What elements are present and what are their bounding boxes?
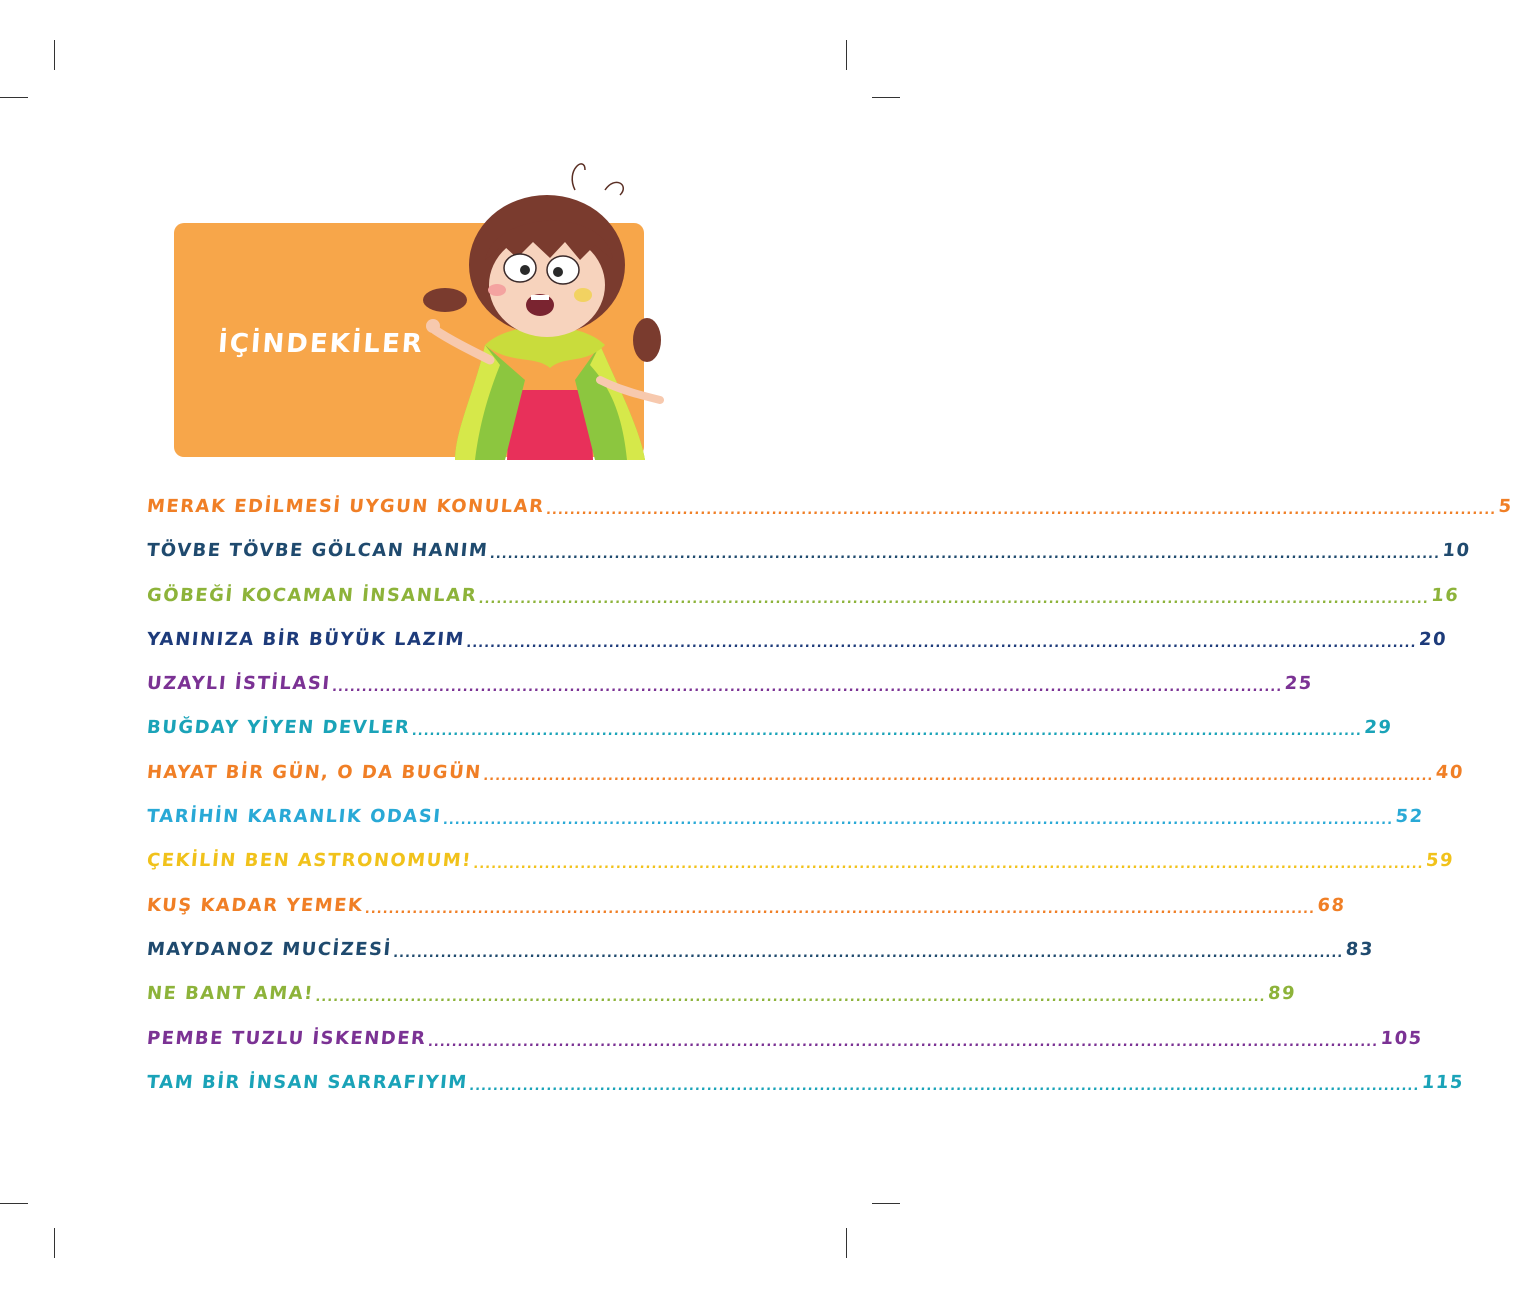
toc-entry [145, 661, 1314, 705]
toc-entry-page-number: 40 [1435, 761, 1465, 783]
toc-dot-leader: ................................................................................................................................................................ [331, 680, 1283, 696]
toc-entry-title: TÖVBE TÖVBE GÖLCAN HANIM [146, 539, 490, 561]
crop-mark [54, 40, 55, 70]
toc-dot-leader: ................................................................................................................................................................ [427, 1034, 1379, 1050]
toc-entry-title: YANINIZA BİR BÜYÜK LAZIM [146, 628, 466, 650]
toc-entry [145, 484, 1514, 528]
toc-entry-title: PEMBE TUZLU İSKENDER [146, 1027, 428, 1049]
toc-entry-title: BUĞDAY YİYEN DEVLER [146, 717, 412, 739]
toc-dot-leader: ................................................................................................................................................................ [442, 813, 1394, 829]
toc-dot-leader: ................................................................................................................................................................ [489, 547, 1441, 563]
toc-dot-leader: ................................................................................................................................................................ [314, 990, 1267, 1006]
toc-entry [145, 794, 1425, 838]
toc-entry-title: TAM BİR İNSAN SARRAFIYIM [146, 1071, 469, 1093]
toc-entry-title: TARİHİN KARANLIK ODASI [146, 805, 443, 827]
toc-entry-page-number: 29 [1363, 717, 1394, 739]
table-of-contents [146, 484, 1514, 1104]
toc-entry-page-number: 10 [1441, 539, 1472, 561]
crop-mark [846, 1228, 847, 1258]
toc-dot-leader: ................................................................................................................................................................ [468, 1079, 1421, 1095]
toc-dot-leader: ................................................................................................................................................................ [478, 591, 1430, 607]
toc-entry-page-number: 52 [1394, 805, 1425, 827]
toc-entry [145, 971, 1298, 1015]
toc-entry [145, 883, 1347, 927]
toc-entry [145, 617, 1448, 661]
toc-entry-title: ÇEKİLİN BEN ASTRONOMUM! [146, 850, 473, 872]
toc-dot-leader: ................................................................................................................................................................ [465, 636, 1418, 652]
toc-entry [145, 1060, 1465, 1104]
toc-entry [145, 838, 1455, 882]
toc-dot-leader: ................................................................................................................................................................ [392, 946, 1345, 962]
toc-entry [145, 528, 1472, 572]
girl-illustration [415, 150, 685, 460]
crop-mark [0, 97, 28, 98]
toc-entry [145, 1016, 1424, 1060]
toc-entry-title: KUŞ KADAR YEMEK [146, 894, 365, 916]
crop-mark [54, 1228, 55, 1258]
toc-entry-title: GÖBEĞİ KOCAMAN İNSANLAR [146, 584, 478, 606]
toc-entry-page-number: 16 [1430, 584, 1461, 606]
toc-entry-title: HAYAT BİR GÜN, O DA BUGÜN [146, 761, 483, 783]
toc-entry-page-number: 5 [1497, 495, 1514, 517]
toc-entry-page-number: 83 [1344, 938, 1375, 960]
page-title: İÇİNDEKİLER [216, 329, 425, 359]
toc-dot-leader: ................................................................................................................................................................ [545, 503, 1497, 519]
toc-entry [145, 927, 1375, 971]
toc-entry-page-number: 68 [1316, 894, 1347, 916]
crop-mark [872, 1203, 900, 1204]
crop-mark [872, 97, 900, 98]
toc-entry [145, 750, 1465, 794]
crop-mark [846, 40, 847, 70]
toc-entry-title: MERAK EDİLMESİ UYGUN KONULAR [146, 495, 546, 517]
toc-entry-page-number: 115 [1420, 1071, 1465, 1093]
toc-dot-leader: ................................................................................................................................................................ [411, 724, 1363, 740]
toc-entry [145, 573, 1461, 617]
toc-entry-page-number: 105 [1379, 1027, 1424, 1049]
toc-entry-title: NE BANT AMA! [146, 982, 315, 1004]
toc-entry-title: MAYDANOZ MUCİZESİ [146, 938, 393, 960]
toc-entry-page-number: 20 [1418, 628, 1448, 650]
toc-dot-leader: ................................................................................................................................................................ [364, 901, 1316, 917]
toc-entry-page-number: 89 [1267, 982, 1298, 1004]
toc-dot-leader: ................................................................................................................................................................ [472, 857, 1425, 873]
crop-mark [0, 1203, 28, 1204]
toc-entry-title: UZAYLI İSTİLASI [146, 672, 332, 694]
toc-entry-page-number: 25 [1283, 672, 1314, 694]
toc-dot-leader: ................................................................................................................................................................ [482, 769, 1435, 785]
toc-entry [145, 705, 1394, 749]
toc-entry-page-number: 59 [1425, 850, 1455, 872]
